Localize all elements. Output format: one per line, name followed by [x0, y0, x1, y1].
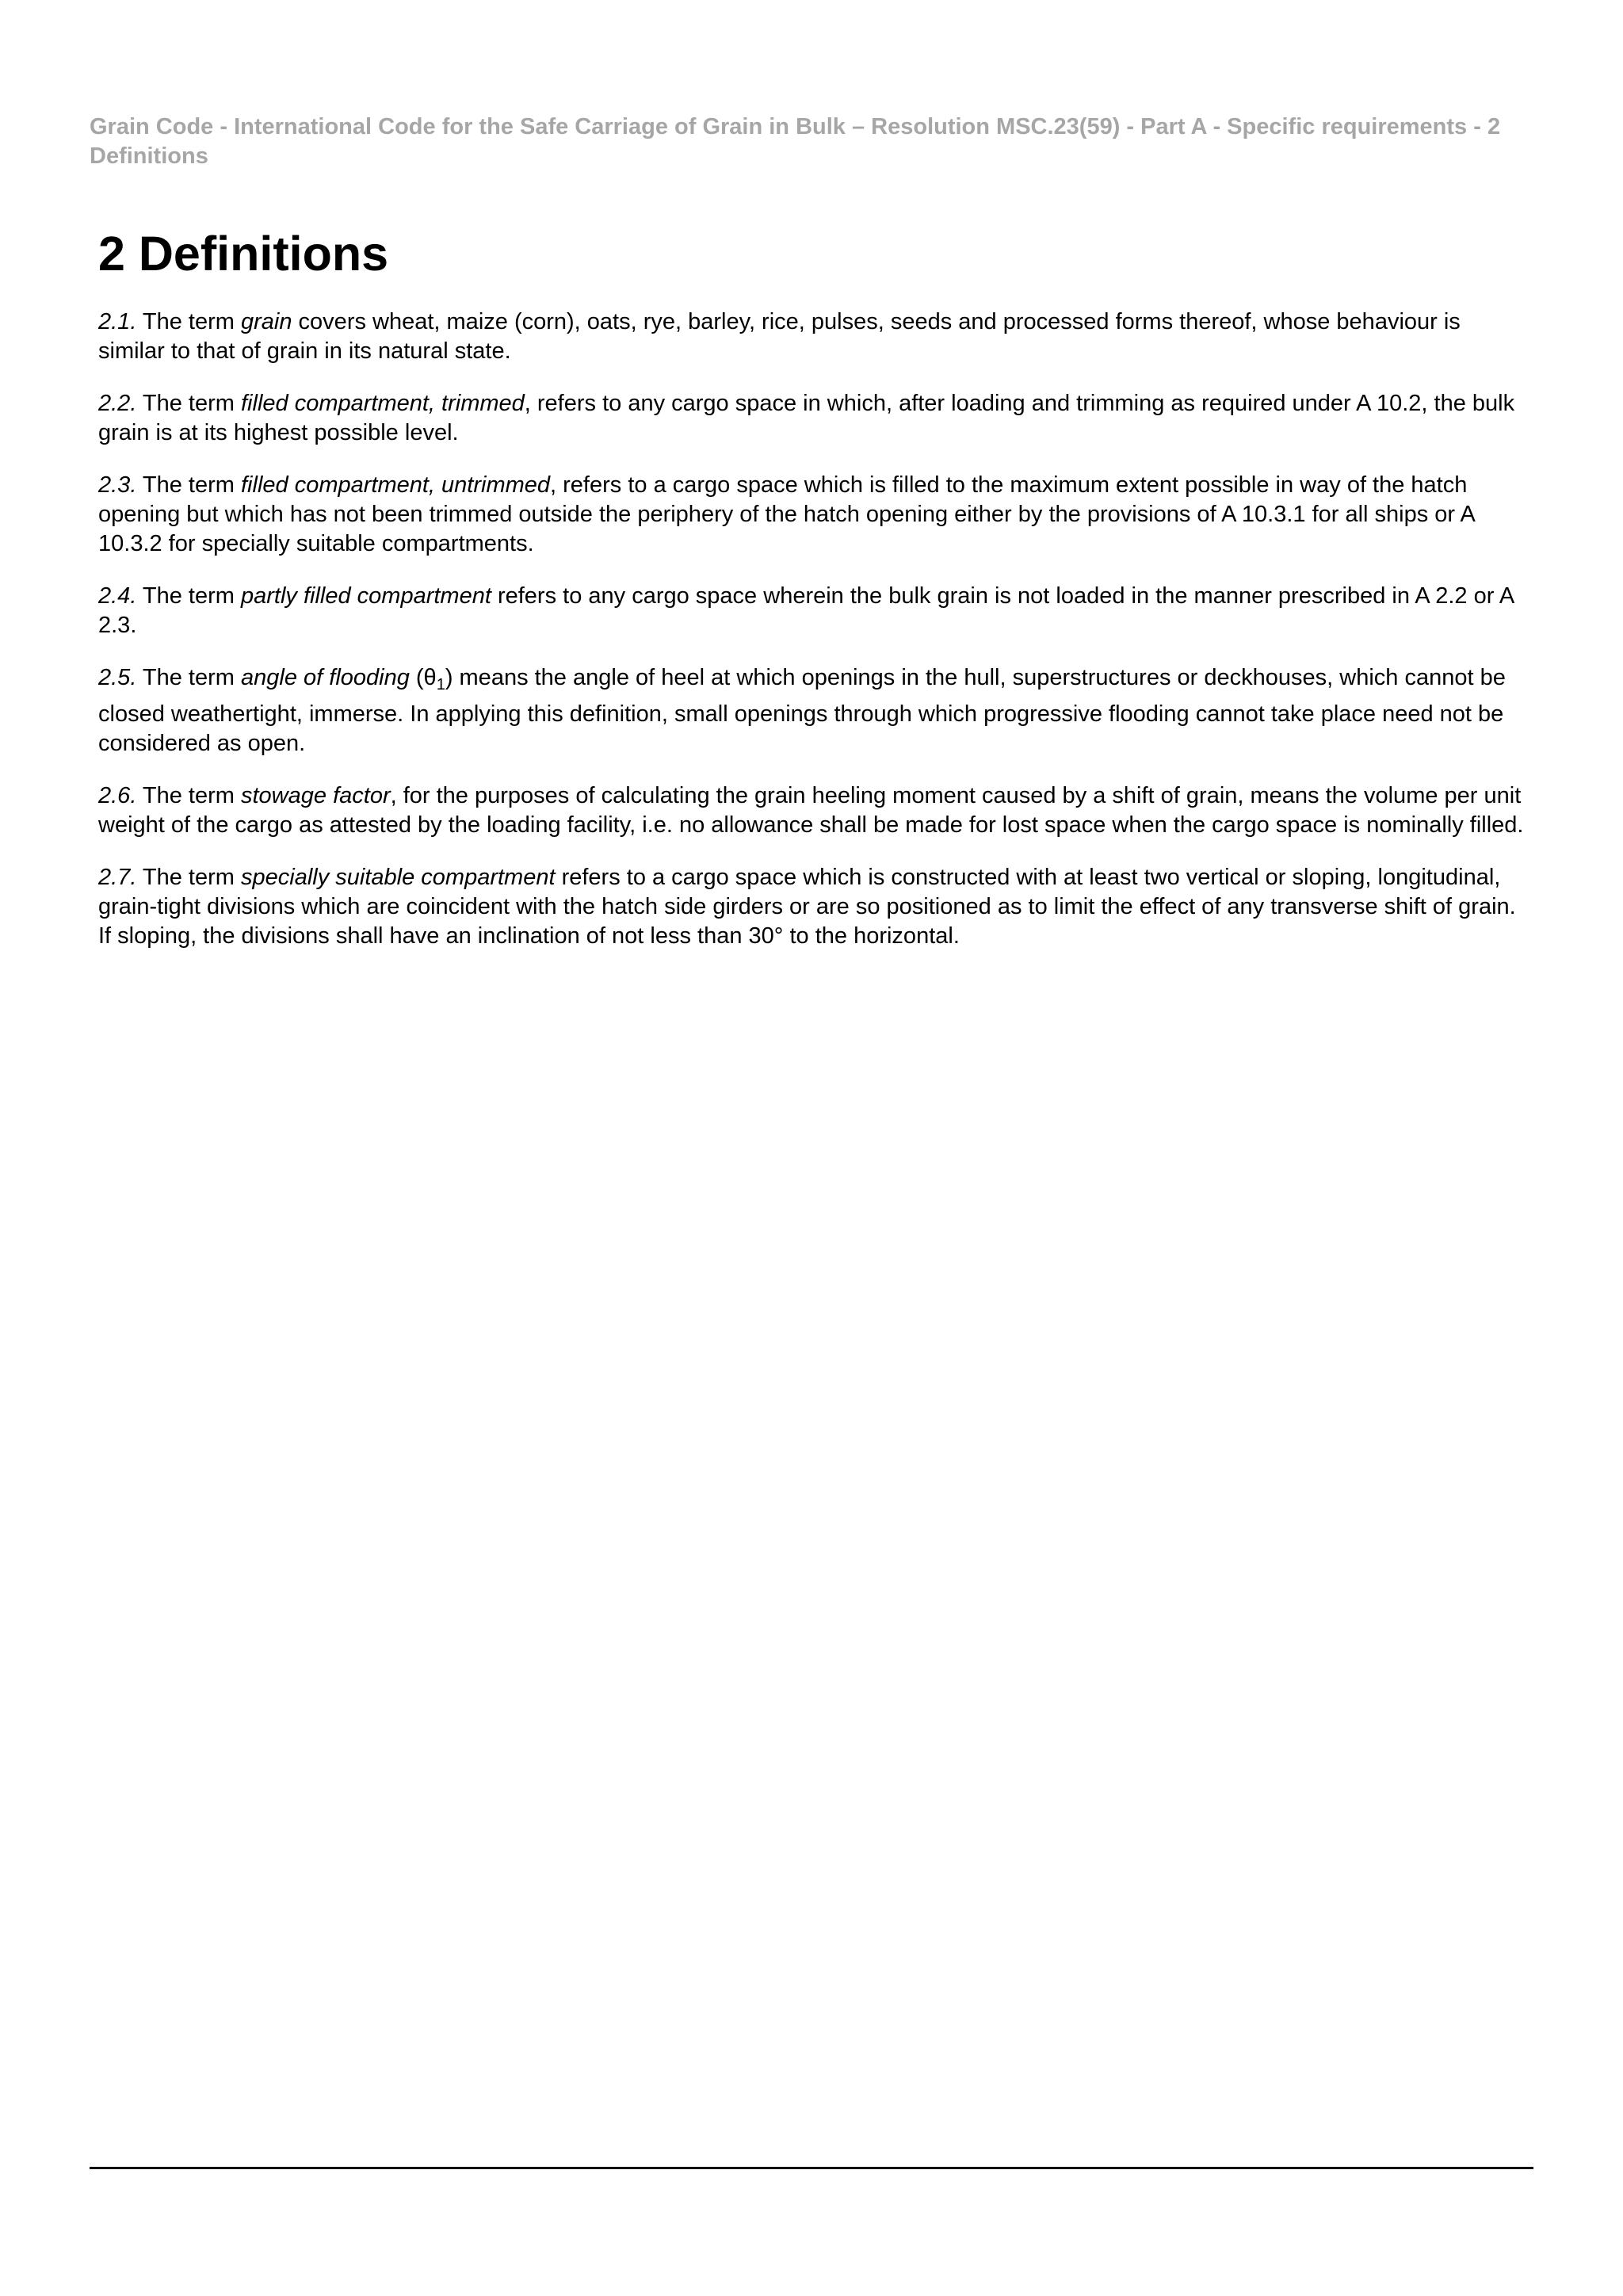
- definition-2-3: [98, 471, 1525, 559]
- definition-body: ) means the angle of heel at which openings in the hull, superstructures or deckhouses, which cannot be closed weathertight, immerse. In applying this definition, small openings through which progressive flooding cannot take place need not be considered as open.: [98, 665, 1506, 756]
- definition-body: , refers to any cargo space in which, after loading and trimming as required under A 10.2, the bulk grain is at its highest possible level.: [98, 391, 1515, 445]
- breadcrumb: Grain Code - International Code for the Safe Carriage of Grain in Bulk – Resolution MSC.23(59) - Part A - Specific requirements - 2 Definitions: [90, 114, 1501, 169]
- definition-term: grain: [241, 309, 292, 334]
- definition-2-2: [98, 389, 1525, 448]
- definition-term: specially suitable compartment: [241, 865, 556, 890]
- theta-subscript: 1: [436, 676, 445, 693]
- definition-lead: The term: [136, 472, 241, 498]
- theta-symbol: (θ: [409, 665, 437, 690]
- definition-lead: The term: [136, 391, 241, 416]
- definition-number: 2.1.: [98, 309, 137, 334]
- definition-2-7: [98, 863, 1525, 951]
- definition-lead: The term: [136, 783, 241, 808]
- definition-2-5: [98, 663, 1525, 758]
- definition-2-4: [98, 582, 1525, 640]
- definition-number: 2.7.: [98, 865, 137, 890]
- definitions-list: [98, 308, 1525, 974]
- definition-lead: The term: [136, 309, 241, 334]
- footer-divider: [90, 2167, 1533, 2169]
- definition-number: 2.2.: [98, 391, 137, 416]
- definition-body: , for the purposes of calculating the grain heeling moment caused by a shift of grain, means the volume per unit weight of the cargo as attested by the loading facility, i.e. no allowance shall be made for lost space when the cargo space is nominally filled.: [98, 783, 1524, 838]
- definition-body: covers wheat, maize (corn), oats, rye, barley, rice, pulses, seeds and processed forms thereof, whose behaviour is similar to that of grain in its natural state.: [98, 309, 1461, 364]
- definition-body: refers to any cargo space wherein the bulk grain is not loaded in the manner prescribed in A 2.2 or A 2.3.: [98, 583, 1514, 638]
- definition-term: stowage factor: [241, 783, 391, 808]
- definition-number: 2.4.: [98, 583, 137, 609]
- definition-number: 2.5.: [98, 665, 137, 690]
- definition-term: filled compartment, untrimmed: [241, 472, 551, 498]
- definition-body: , refers to a cargo space which is filled to the maximum extent possible in way of the hatch opening but which has not been trimmed outside the periphery of the hatch opening either by the provisions of A 10.3.1 for all ships or A 10.3.2 for specially suitable compartments.: [98, 472, 1475, 556]
- definition-2-1: [98, 308, 1525, 366]
- definition-lead: The term: [136, 583, 241, 609]
- definition-number: 2.3.: [98, 472, 137, 498]
- definition-term: angle of flooding: [241, 665, 410, 690]
- definition-lead: The term: [136, 665, 241, 690]
- definition-body: refers to a cargo space which is constructed with at least two vertical or sloping, longitudinal, grain-tight divisions which are coincident with the hatch side girders or are so positioned as to limit the effect of any transverse shift of grain. If sloping, the divisions shall have an inclination of not less than 30° to the horizontal.: [98, 865, 1516, 949]
- definition-number: 2.6.: [98, 783, 137, 808]
- definition-term: partly filled compartment: [241, 583, 491, 609]
- page-title: 2 Definitions: [98, 227, 389, 281]
- definition-term: filled compartment, trimmed: [241, 391, 525, 416]
- definition-2-6: [98, 781, 1525, 840]
- definition-lead: The term: [136, 865, 241, 890]
